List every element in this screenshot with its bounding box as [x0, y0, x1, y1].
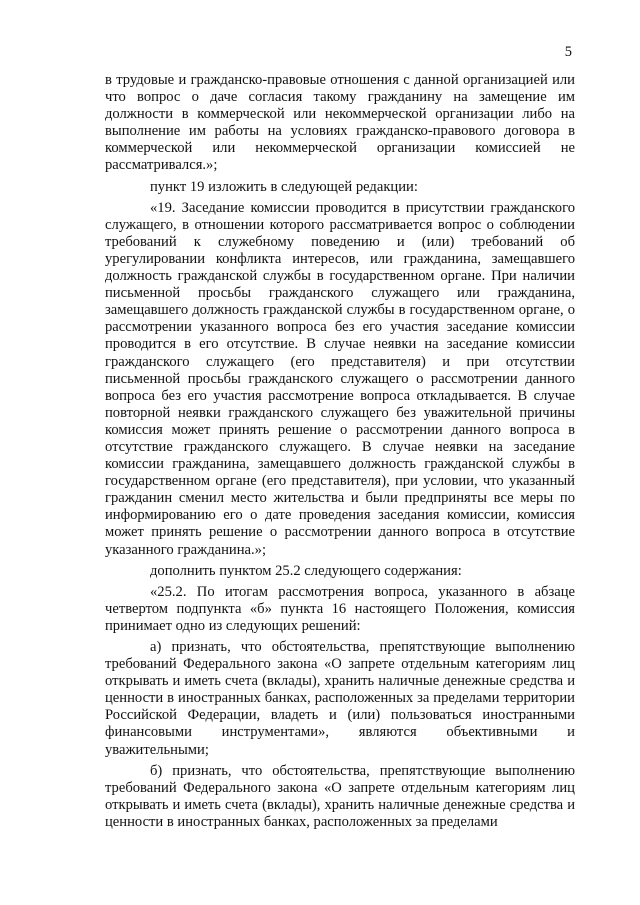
- body-text: [105, 72, 575, 831]
- paragraph-5: «25.2. По итогам рассмотрения вопроса, указанного в абзаце четвертом подпункта «б» пункта 16 настоящего Положения, комиссия принимает одно из следующих решений:: [105, 583, 575, 634]
- paragraph-2: пункт 19 изложить в следующей редакции:: [150, 178, 418, 195]
- paragraph-6: а) признать, что обстоятельства, препятствующие выполнению требований Федерального закона «О запрете отдельным категориям лиц открывать и иметь счета (вклады), хранить наличные денежные средства и ценности в иностранных банках, расположенных за пределами территории Российской Федерации, владеть и (или) пользоваться иностранными финансовыми инструментами», являются объективными и уважительными;: [105, 639, 575, 758]
- paragraph-3: «19. Заседание комиссии проводится в присутствии гражданского служащего, в отношении которого рассматривается вопрос о соблюдении требований к служебному поведению и (или) требований об урегулировании конфликта интересов, или гражданина, замещавшего должность гражданской службы в государственном органе. При наличии письменной просьбы гражданского служащего или гражданина, замещавшего должность гражданской службы в государственном органе, о рассмотрении указанного вопроса без его участия заседание комиссии проводится в его отсутствие. В случае неявки на заседание комиссии гражданского служащего (его представителя) и при отсутствии письменной просьбы гражданского служащего о рассмотрении данного вопроса без его участия рассмотрение вопроса откладывается. В случае повторной неявки гражданского служащего без уважительной причины комиссия может принять решение о рассмотрении данного вопроса в отсутствие гражданского служащего. В случае неявки на заседание комиссии гражданина, замещавшего должность гражданской службы в государственном органе (его представителя), при условии, что указанный гражданин сменил место жительства и были предприняты все меры по информированию его о дате проведения заседания комиссии, комиссия может принять решение о рассмотрении данного вопроса в отсутствие указанного гражданина.»;: [105, 199, 575, 558]
- page-number: 5: [564, 44, 572, 60]
- paragraph-7: б) признать, что обстоятельства, препятствующие выполнению требований Федерального закона «О запрете отдельным категориям лиц открывать и иметь счета (вклады), хранить наличные денежные средства и ценности в иностранных банках, расположенных за пределами: [105, 762, 575, 830]
- paragraph-4: дополнить пунктом 25.2 следующего содержания:: [150, 562, 462, 579]
- paragraph-1: в трудовые и гражданско-правовые отношения с данной организацией или что вопрос о даче согласия такому гражданину на замещение им должности в коммерческой или некоммерческой организации либо на выполнение им работы на условиях гражданско-правового договора в коммерческой или некоммерческой организации комиссией не рассматривался.»;: [105, 72, 575, 174]
